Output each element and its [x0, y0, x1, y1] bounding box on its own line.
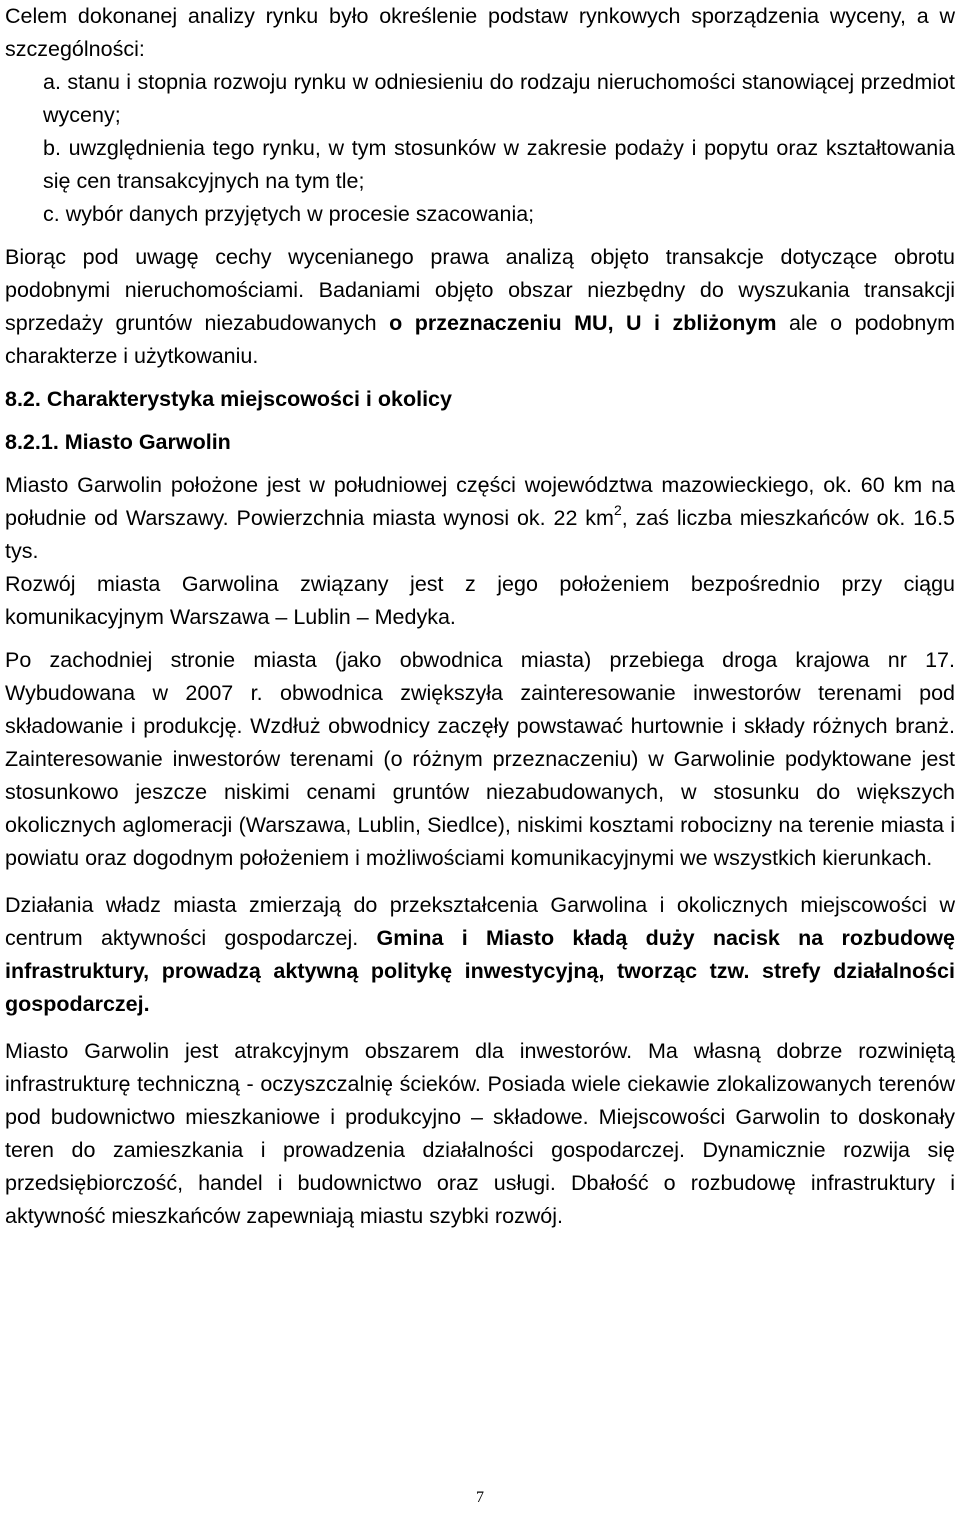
attractiveness-paragraph: Miasto Garwolin jest atrakcyjnym obszarem dla inwestorów. Ma własną dobrze rozwiniętą infrastrukturę techniczną - oczyszczalnię ścieków. Posiada wiele ciekawie zlokalizowanych terenów pod budownictwo mieszkaniowe i produkcyjno – składowe. Miejscowości Garwolin to doskonały teren do zamieszkania i prowadzenia działalności gospodarczej. Dynamicznie rozwija się przedsiębiorczość, handel i budownictwo oraz usługi. Dbałość o rozbudowę infrastruktury i aktywność mieszkańców zapewniają miastu szybki rozwój.	[5, 1039, 955, 1228]
bypass-paragraph: Po zachodniej stronie miasta (jako obwodnica miasta) przebiega droga krajowa nr 17. Wybudowana w 2007 r. obwodnica zwiększyła zainteresowanie inwestorów terenami pod składowanie i produkcję. Wzdłuż obwodnicy zaczęły powstawać hurtownie i składy różnych branż. Zainteresowanie inwestorów terenami (o różnym przeznaczeniu) w Garwolinie podyktowane jest stosunkowo jeszcze niskimi cenami gruntów niezabudowanych, w stosunku do większych okolicznych aglomeracji (Warszawa, Lublin, Siedlce), niskimi kosztami robocizny na terenie miasta i powiatu oraz dogodnym położeniem i możliwościami komunikacyjnymi we wszystkich kierunkach.	[5, 648, 955, 870]
list-marker: a.	[43, 70, 61, 94]
criteria-list	[43, 66, 955, 231]
analysis-scope-paragraph	[5, 241, 955, 373]
location-paragraph	[5, 469, 955, 568]
paragraph-text: ale o podobnym charakterze i użytkowaniu.	[5, 311, 955, 368]
paragraph-text: Biorąc pod uwagę cechy wycenianego prawa analizą objęto transakcje dotyczące obrotu podobnymi nieruchomościami. Badaniami objęto obszar niezbędny do wyszukania transakcji sprzedaży gruntów niezabudowanych	[5, 245, 955, 335]
zoning-emphasis: o przeznaczeniu MU, U i zbliżonym	[389, 311, 777, 335]
page-number: 7	[476, 1489, 484, 1506]
paragraph-text: Miasto Garwolin położone jest w południowej części województwa mazowieckiego, ok. 60 km na południe od Warszawy. Powierzchnia miasta wynosi ok. 22 km	[5, 473, 955, 530]
list-item-text: uwzględnienia tego rynku, w tym stosunków w zakresie podaży i popytu oraz kształtowania się cen transakcyjnych na tym tle;	[43, 136, 955, 193]
intro-paragraph: Celem dokonanej analizy rynku było określenie podstaw rynkowych sporządzenia wyceny, a w szczególności:	[5, 4, 955, 61]
development-paragraph: Rozwój miasta Garwolina związany jest z jego położeniem bezpośrednio przy ciągu komunikacyjnym Warszawa – Lublin – Medyka.	[5, 572, 955, 629]
list-marker: b.	[43, 136, 61, 160]
infrastructure-emphasis: Gmina i Miasto kładą duży nacisk na rozbudowę infrastruktury, prowadzą aktywną politykę inwestycyjną, tworząc tzw. strefy działalności gospodarczej.	[5, 926, 955, 1016]
list-item	[43, 66, 955, 132]
paragraph-text: , zaś liczba mieszkańców ok. 16.5 tys.	[5, 506, 955, 563]
paragraph-text: Działania władz miasta zmierzają do przekształcenia Garwolina i okolicznych miejscowości w centrum aktywności gospodarczej.	[5, 893, 955, 950]
section-heading: 8.2. Charakterystyka miejscowości i okolicy	[5, 387, 452, 411]
list-item	[43, 132, 955, 198]
superscript: 2	[613, 501, 622, 518]
document-page	[5, 0, 955, 1233]
authorities-paragraph	[5, 889, 955, 1021]
list-item-text: stanu i stopnia rozwoju rynku w odniesieniu do rodzaju nieruchomości stanowiącej przedmiot wyceny;	[43, 70, 955, 127]
list-item-text: wybór danych przyjętych w procesie szacowania;	[65, 202, 535, 226]
list-marker: c.	[43, 202, 60, 226]
subsection-heading: 8.2.1. Miasto Garwolin	[5, 430, 231, 454]
list-item	[43, 198, 955, 231]
